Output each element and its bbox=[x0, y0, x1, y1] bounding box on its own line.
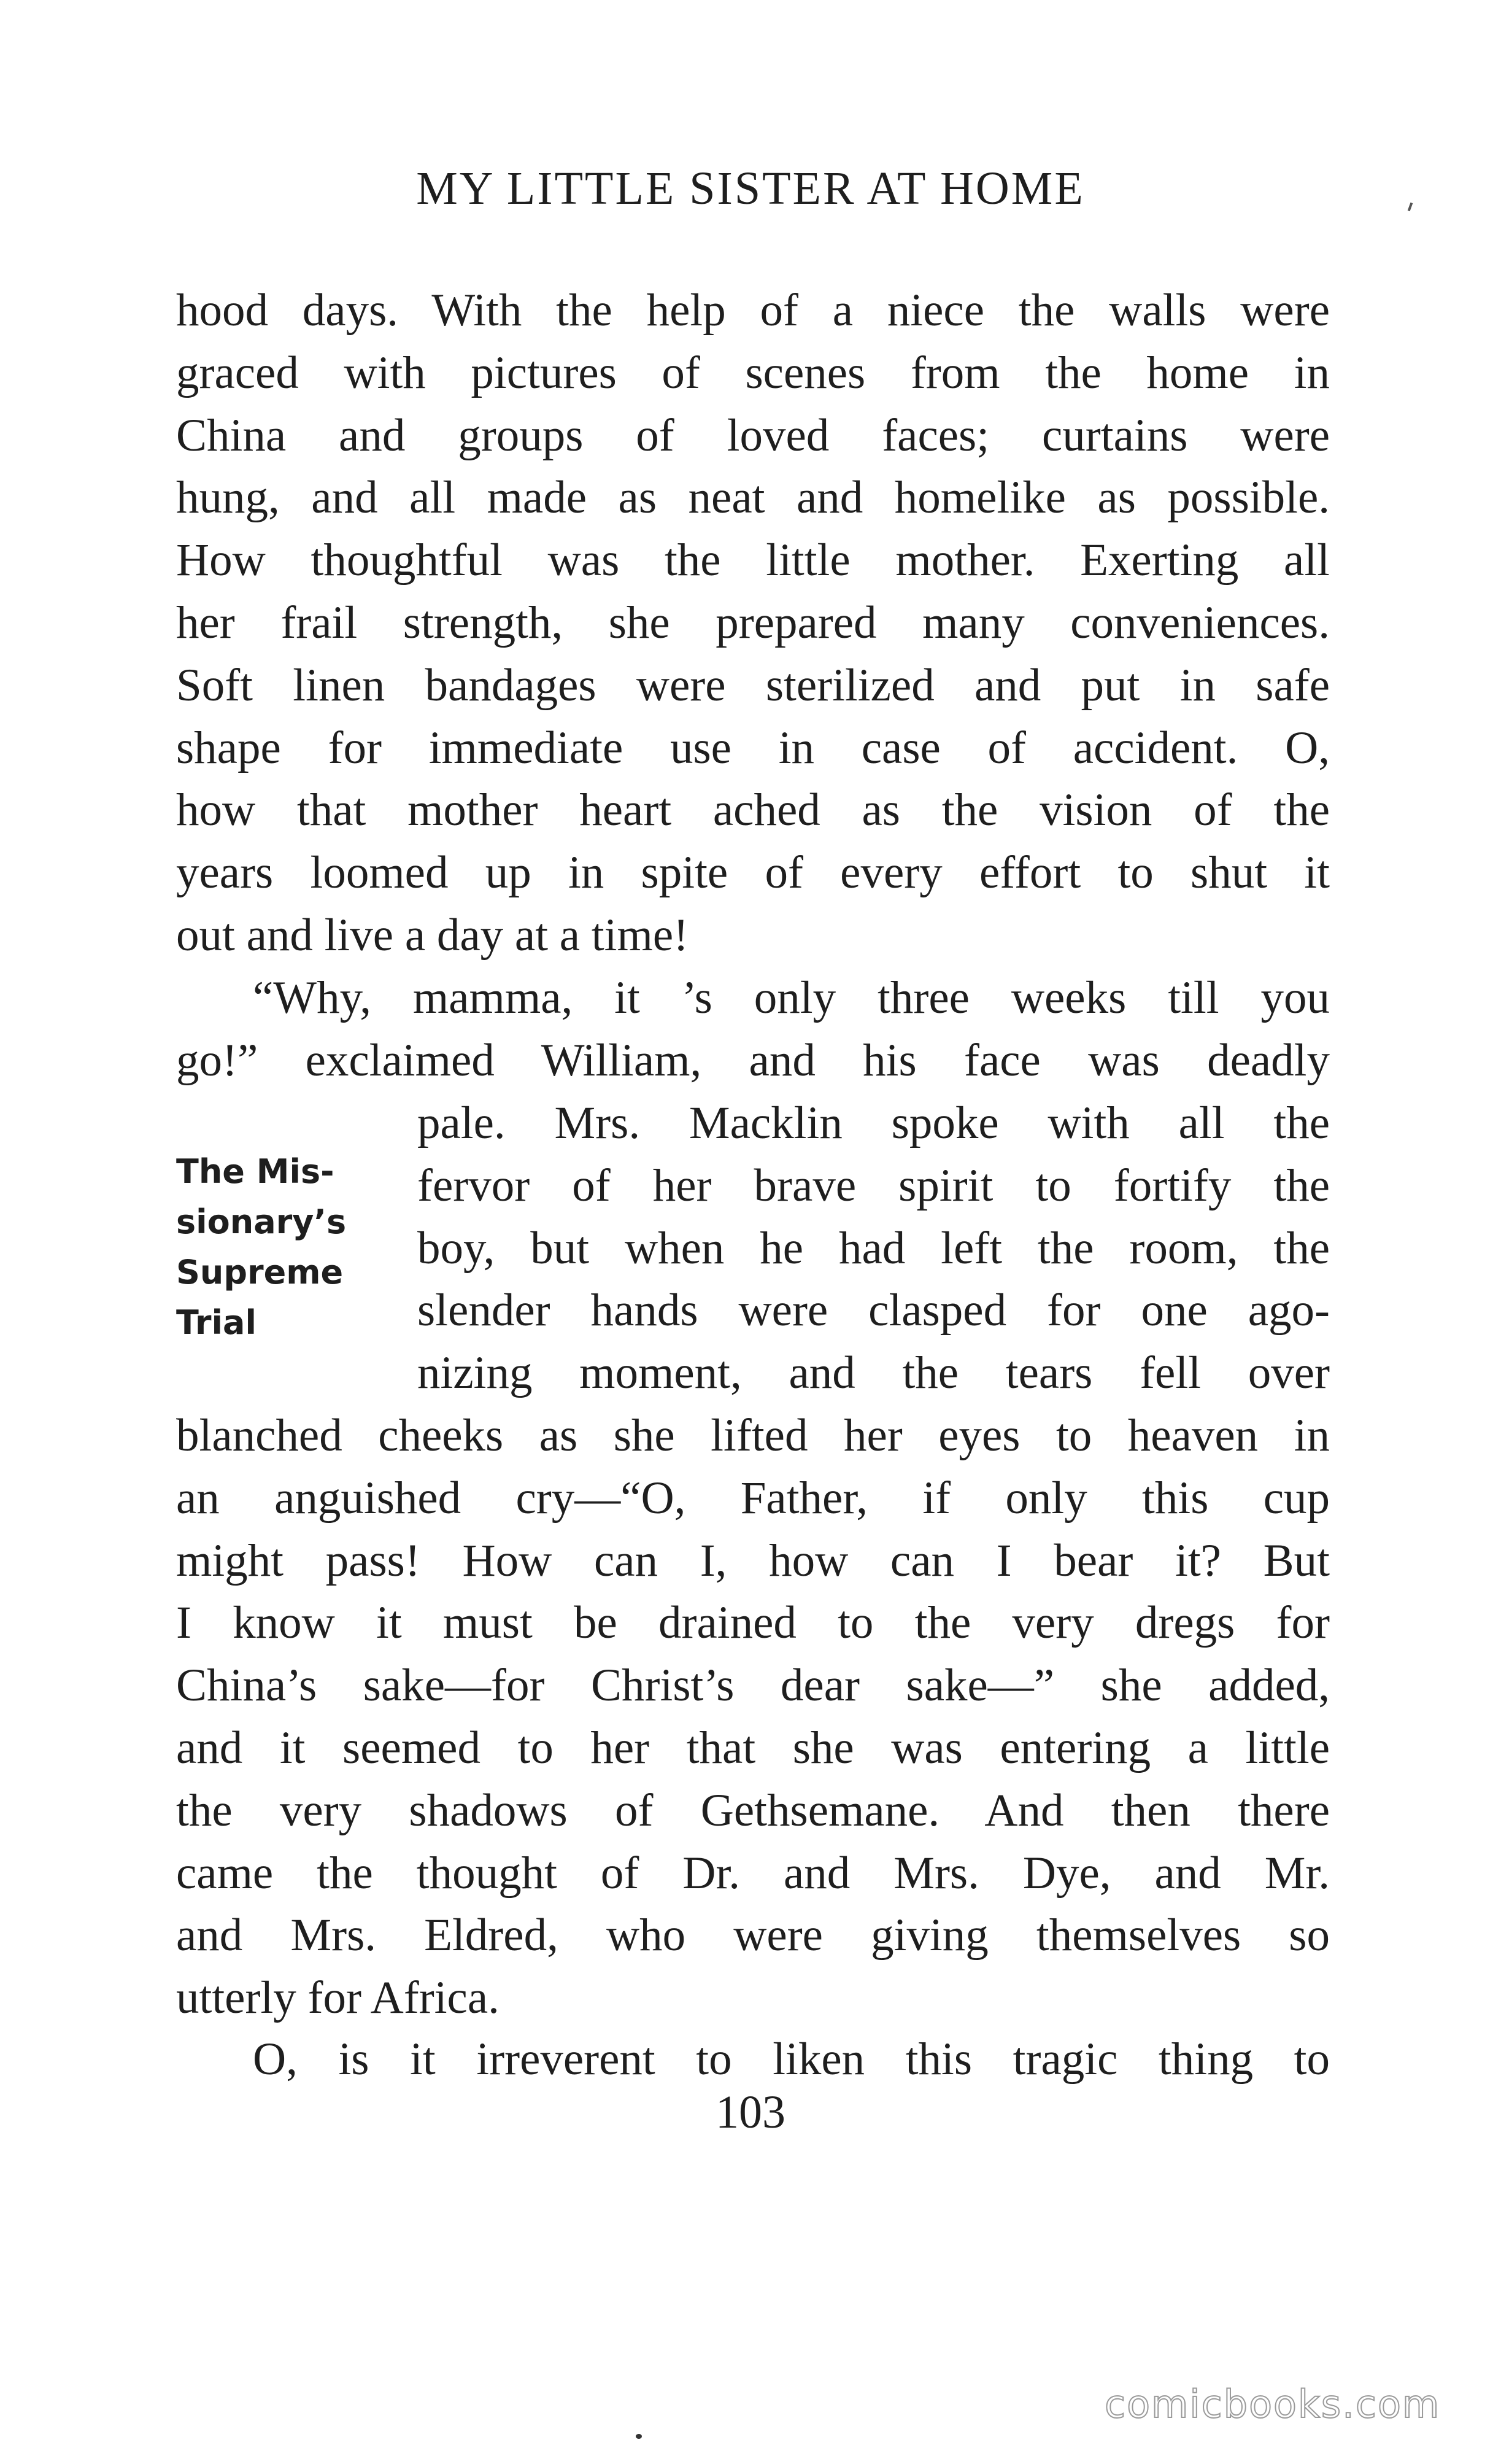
text-line: slender hands were clasped for one ago- bbox=[417, 1285, 1330, 1336]
text-line: China and groups of loved faces; curtains were bbox=[176, 409, 1330, 461]
text-line: nizing moment, and the tears fell over bbox=[417, 1347, 1330, 1399]
text-line: “Why, mamma, it ’s only three weeks till you bbox=[253, 972, 1330, 1023]
text-line: boy, but when he had left the room, the bbox=[417, 1222, 1330, 1274]
paragraph-2-top bbox=[176, 967, 1330, 1092]
sidenote-line: sionary’s bbox=[176, 1203, 347, 1241]
text-line: go!” exclaimed William, and his face was deadly bbox=[176, 1034, 1330, 1086]
text-line: her frail strength, she prepared many conveniences. bbox=[176, 597, 1330, 648]
text-line: and Mrs. Eldred, who were giving themselves so bbox=[176, 1910, 1330, 1961]
text-line: graced with pictures of scenes from the home in bbox=[176, 347, 1330, 398]
page-number: 103 bbox=[716, 2086, 785, 2138]
text-line: China’s sake—for Christ’s dear sake—” she added, bbox=[176, 1660, 1330, 1711]
text-line: and it seemed to her that she was entering a little bbox=[176, 1722, 1330, 1773]
text-line: came the thought of Dr. and Mrs. Dye, and Mr. bbox=[176, 1847, 1330, 1899]
text-line: fervor of her brave spirit to fortify the bbox=[417, 1160, 1330, 1211]
sidenote-line: Supreme bbox=[176, 1253, 344, 1292]
sidenote-line: Trial bbox=[176, 1303, 257, 1342]
text-line: out and live a day at a time! bbox=[176, 909, 689, 961]
sidenote-line: The Mis- bbox=[176, 1152, 334, 1191]
text-line: utterly for Africa. bbox=[176, 1972, 500, 2024]
text-line: I know it must be drained to the very dregs for bbox=[176, 1597, 1330, 1649]
text-line: How thoughtful was the little mother. Exerting all bbox=[176, 535, 1330, 586]
text-line: O, is it irreverent to liken this tragic thing to bbox=[253, 2034, 1330, 2085]
text-line: shape for immediate use in case of accident. O, bbox=[176, 722, 1330, 773]
text-line: blanched cheeks as she lifted her eyes to heaven in bbox=[176, 1410, 1330, 1461]
text-line: the very shadows of Gethsemane. And then there bbox=[176, 1784, 1330, 1836]
paragraph-2-wrapped bbox=[417, 1092, 1330, 1404]
text-line: Soft linen bandages were sterilized and put in safe bbox=[176, 659, 1330, 711]
text-line: how that mother heart ached as the vision of the bbox=[176, 785, 1330, 836]
paragraph-2-bottom bbox=[176, 1404, 1330, 2029]
watermark-logo: comicbooks.com bbox=[1105, 2382, 1441, 2427]
margin-sidenote bbox=[176, 1147, 346, 1348]
running-header: MY LITTLE SISTER AT HOME bbox=[416, 163, 1085, 214]
text-line: hood days. With the help of a niece the walls were bbox=[176, 285, 1330, 336]
paragraph-3 bbox=[176, 2028, 1330, 2091]
scan-speck bbox=[636, 2434, 642, 2439]
text-line: might pass! How can I, how can I bear it? But bbox=[176, 1535, 1330, 1586]
text-line: years loomed up in spite of every effort to shut it bbox=[176, 847, 1330, 899]
text-line: an anguished cry—“O, Father, if only this cup bbox=[176, 1472, 1330, 1524]
paragraph-1 bbox=[176, 279, 1330, 967]
text-line: hung, and all made as neat and homelike as possible. bbox=[176, 472, 1330, 524]
text-line: pale. Mrs. Macklin spoke with all the bbox=[417, 1098, 1330, 1149]
